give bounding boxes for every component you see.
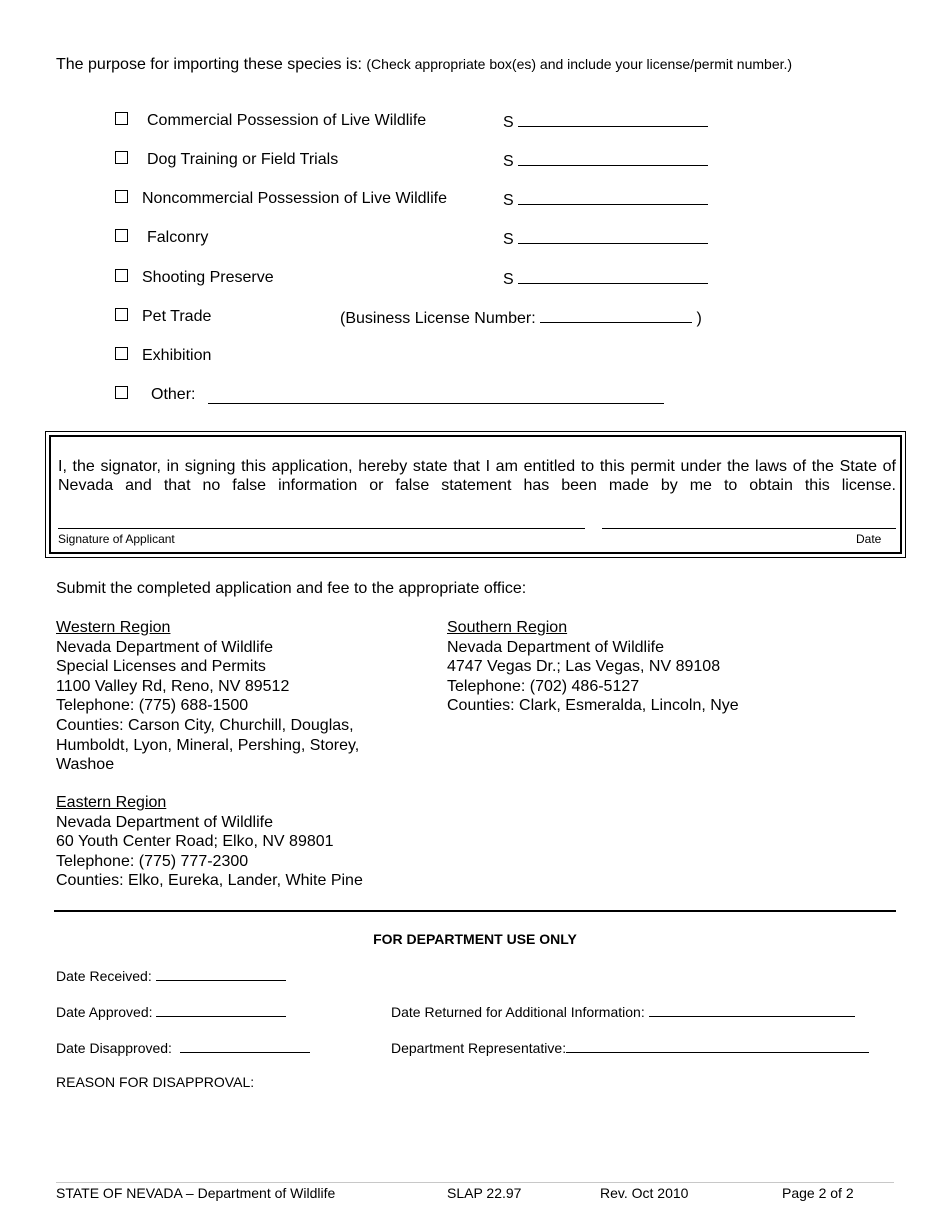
other-field[interactable] — [208, 386, 664, 409]
purpose-note: (Check appropriate box(es) and include your license/permit number.) — [366, 56, 793, 72]
footer-agency: STATE OF NEVADA – Department of Wildlife — [56, 1185, 336, 1201]
shooting-preserve-license-field[interactable]: S — [503, 269, 708, 289]
falconry-label: Falconry — [147, 229, 209, 246]
business-license-field[interactable]: (Business License Number: ) — [340, 310, 702, 327]
department-divider — [54, 910, 896, 912]
western-line: Special Licenses and Permits — [56, 658, 266, 676]
footer-page-number: Page 2 of 2 — [782, 1185, 854, 1201]
commercial-possession-license-field[interactable]: S — [503, 112, 708, 132]
signature-label: Signature of Applicant — [58, 532, 175, 546]
date-approved-field[interactable]: Date Approved: — [56, 1002, 286, 1020]
shooting-preserve-label: Shooting Preserve — [142, 269, 274, 286]
eastern-line: Telephone: (775) 777-2300 — [56, 852, 249, 870]
western-region-heading: Western Region — [56, 619, 171, 636]
other-label: Other: — [151, 386, 196, 403]
southern-line: Counties: Clark, Esmeralda, Lincoln, Nye — [447, 697, 739, 715]
representative-field[interactable]: Department Representative: — [391, 1038, 869, 1056]
dog-training-checkbox[interactable] — [115, 151, 128, 164]
eastern-region-heading: Eastern Region — [56, 794, 167, 811]
date-received-field[interactable]: Date Received: — [56, 966, 286, 984]
submit-intro: Submit the completed application and fee to the appropriate office: — [56, 580, 527, 597]
purpose-lead: The purpose for importing these species is: — [56, 56, 362, 73]
western-line: Nevada Department of Wildlife — [56, 638, 273, 656]
attestation-statement: I, the signator, in signing this application, hereby state that I am entitled to this permit under the laws of the State of Nevada and that no false information or false statement has been made by me to obtain this license. — [58, 458, 896, 494]
dog-training-label: Dog Training or Field Trials — [147, 151, 339, 168]
eastern-region-block — [56, 793, 436, 891]
pet-trade-label: Pet Trade — [142, 308, 212, 325]
noncommercial-possession-label: Noncommercial Possession of Live Wildlife — [142, 190, 447, 207]
western-line: Telephone: (775) 688-1500 — [56, 697, 249, 715]
date-disapproved-field[interactable]: Date Disapproved: — [56, 1038, 310, 1056]
western-line: Washoe — [56, 756, 115, 774]
attestation-inner-border — [49, 435, 902, 554]
noncommercial-possession-checkbox[interactable] — [115, 190, 128, 203]
signature-field[interactable] — [58, 528, 585, 529]
western-region-block — [56, 618, 436, 775]
date-returned-field[interactable]: Date Returned for Additional Information: — [391, 1002, 855, 1020]
eastern-line: Counties: Elko, Eureka, Lander, White Pine — [56, 872, 363, 890]
date-field[interactable] — [602, 528, 896, 529]
southern-line: Nevada Department of Wildlife — [447, 638, 664, 656]
footer-form-number: SLAP 22.97 — [447, 1185, 522, 1201]
exhibition-label: Exhibition — [142, 347, 212, 364]
department-heading: FOR DEPARTMENT USE ONLY — [373, 931, 577, 947]
dog-training-license-field[interactable]: S — [503, 151, 708, 171]
attestation-box — [45, 431, 906, 558]
falconry-license-field[interactable]: S — [503, 229, 708, 249]
southern-line: Telephone: (702) 486-5127 — [447, 677, 640, 695]
pet-trade-checkbox[interactable] — [115, 308, 128, 321]
footer-divider — [56, 1182, 894, 1183]
western-line: Humboldt, Lyon, Mineral, Pershing, Storey, — [56, 736, 360, 754]
southern-line: 4747 Vegas Dr.; Las Vegas, NV 89108 — [447, 658, 721, 676]
purpose-heading — [56, 56, 792, 74]
western-line: 1100 Valley Rd, Reno, NV 89512 — [56, 677, 290, 695]
southern-region-block — [447, 618, 887, 716]
date-label: Date — [856, 532, 882, 546]
commercial-possession-checkbox[interactable] — [115, 112, 128, 125]
falconry-checkbox[interactable] — [115, 229, 128, 242]
footer-revision: Rev. Oct 2010 — [600, 1185, 689, 1201]
commercial-possession-label: Commercial Possession of Live Wildlife — [147, 112, 427, 129]
western-line: Counties: Carson City, Churchill, Douglas, — [56, 716, 354, 734]
other-checkbox[interactable] — [115, 386, 128, 399]
eastern-line: 60 Youth Center Road; Elko, NV 89801 — [56, 833, 334, 851]
reason-for-disapproval-label: REASON FOR DISAPPROVAL: — [56, 1074, 255, 1090]
shooting-preserve-checkbox[interactable] — [115, 269, 128, 282]
noncommercial-possession-license-field[interactable]: S — [503, 190, 708, 210]
eastern-line: Nevada Department of Wildlife — [56, 813, 273, 831]
southern-region-heading: Southern Region — [447, 619, 568, 636]
exhibition-checkbox[interactable] — [115, 347, 128, 360]
